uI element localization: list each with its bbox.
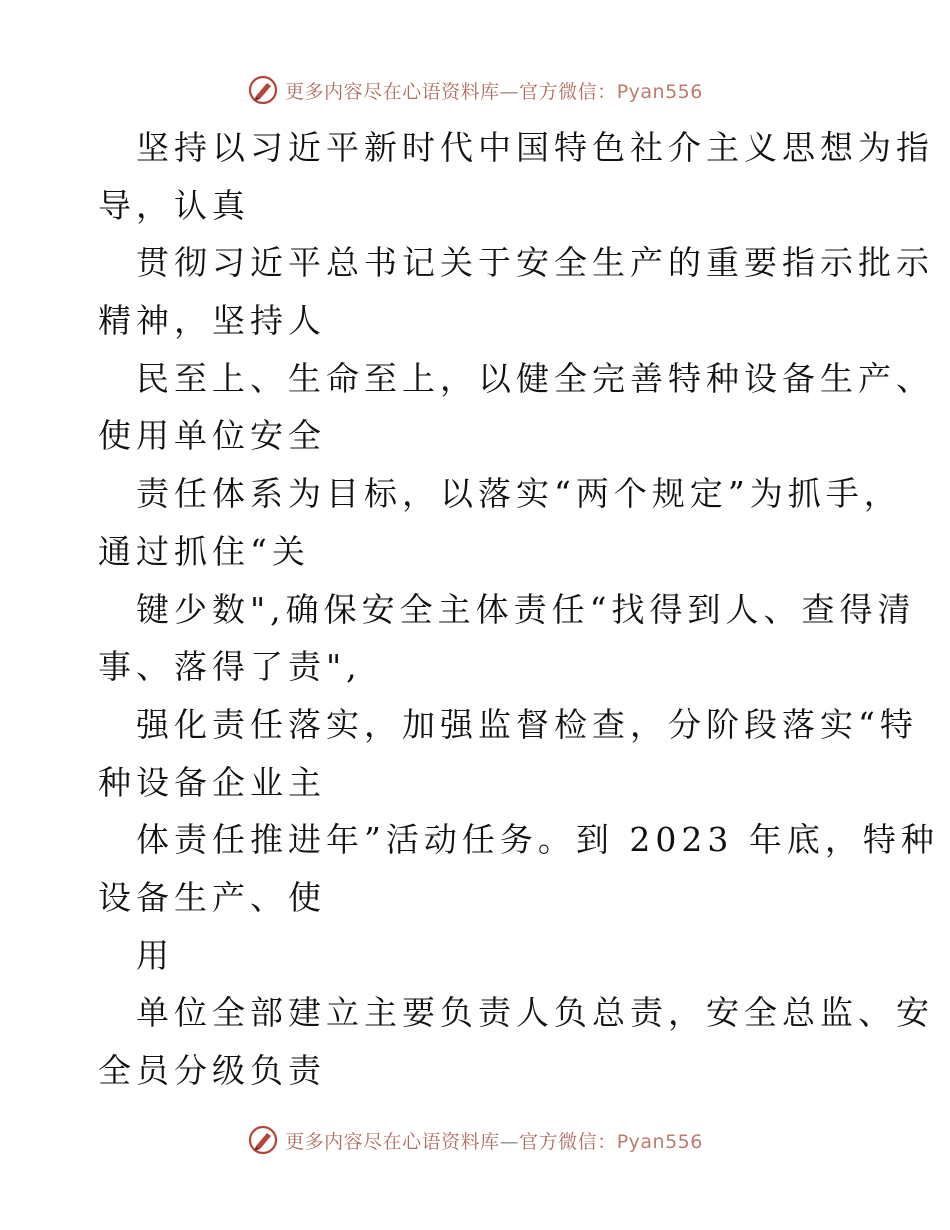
text-line: 导，认真 (98, 185, 250, 225)
text-line: 全员分级负责 (98, 1051, 326, 1090)
text-line: 种设备企业主 (98, 762, 326, 802)
header-watermark (0, 70, 950, 110)
pen-logo-icon (247, 1124, 279, 1156)
text-line: 单位全部建立主要负责人负总责，安全总监、安 (136, 993, 934, 1033)
document-body (98, 119, 939, 1100)
text-line: 事、落得了责", (98, 647, 362, 687)
pen-logo-icon (247, 74, 279, 106)
text-line: 民至上、生命至上，以健全完善特种设备生产、 (136, 358, 934, 398)
text-line: 体责任推进年”活动任务。到 2023 年底，特种 (136, 820, 939, 860)
footer-watermark (0, 1120, 950, 1160)
text-line: 责任体系为目标，以落实“两个规定”为抓手， (136, 474, 902, 514)
text-line: 键少数",确保安全主体责任“找得到人、查得清 (136, 589, 916, 629)
watermark-text: 更多内容尽在心语资料库—官方微信：Pyan556 (285, 80, 703, 103)
text-line: 坚持以习近平新时代中国特色社介主义思想为指 (136, 128, 934, 167)
text-line: 用 (136, 935, 174, 975)
text-line: 设备生产、使 (98, 877, 326, 917)
text-line: 精神，坚持人 (98, 301, 326, 341)
text-line: 通过抓住“关 (98, 531, 310, 571)
text-line: 贯彻习近平总书记关于安全生产的重要指示批示 (136, 243, 934, 283)
text-line: 强化责任落实，加强监督检查，分阶段落实“特 (136, 704, 918, 744)
watermark-text: 更多内容尽在心语资料库—官方微信：Pyan556 (285, 1130, 703, 1153)
text-line: 使用单位安全 (98, 416, 326, 456)
